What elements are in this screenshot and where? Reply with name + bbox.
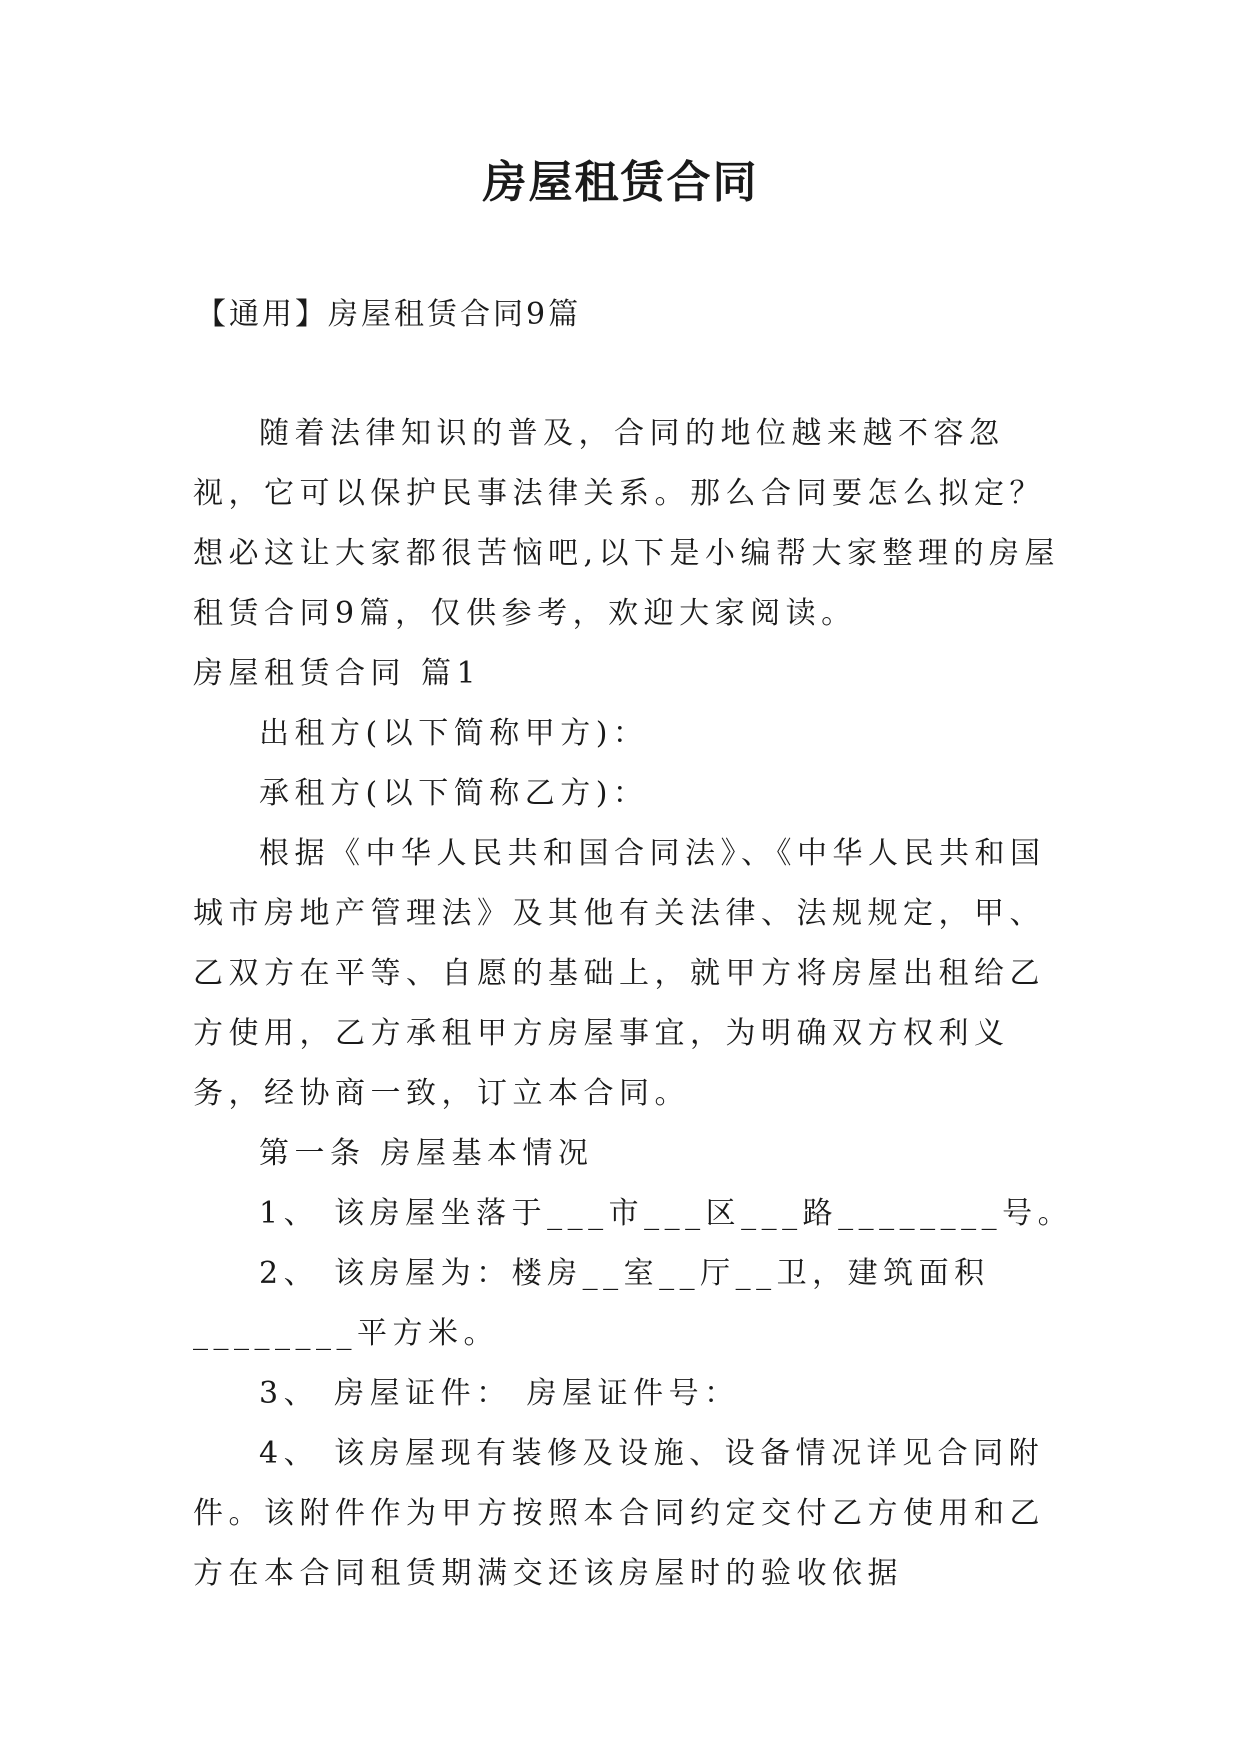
- article-heading: 第一条 房屋基本情况: [259, 1136, 594, 1171]
- document-title: 房屋租赁合同: [482, 157, 759, 208]
- clause-1: 1、 该房屋坐落于___市___区___路________号。: [259, 1196, 1074, 1231]
- lessee-line: 承租方(以下简称乙方)：: [259, 776, 649, 811]
- section-heading: 房屋租赁合同 篇1: [193, 656, 482, 691]
- clause-2: 2、 该房屋为：楼房__室__厅__卫，建筑面积________平方米。: [193, 1256, 990, 1351]
- document-body: [193, 404, 1074, 1604]
- intro-paragraph: 随着法律知识的普及，合同的地位越来越不容忽视，它可以保护民事法律关系。那么合同要怎么拟定？想必这让大家都很苦恼吧,以下是小编帮大家整理的房屋租赁合同9篇，仅供参考，欢迎大家阅读。: [193, 416, 1061, 631]
- document-subtitle: 【通用】房屋租赁合同9篇: [196, 297, 582, 332]
- lessor-line: 出租方(以下简称甲方)：: [259, 716, 649, 751]
- basis-paragraph: 根据《中华人民共和国合同法》、《中华人民共和国城市房地产管理法》及其他有关法律、法规规定，甲、乙双方在平等、自愿的基础上，就甲方将房屋出租给乙方使用，乙方承租甲方房屋事宜，为明确双方权利义务，经协商一致，订立本合同。: [193, 836, 1046, 1111]
- clause-4: 4、 该房屋现有装修及设施、设备情况详见合同附件。该附件作为甲方按照本合同约定交付乙方使用和乙方在本合同租赁期满交还该房屋时的验收依据: [193, 1436, 1045, 1591]
- clause-3: 3、 房屋证件： 房屋证件号：: [259, 1376, 740, 1411]
